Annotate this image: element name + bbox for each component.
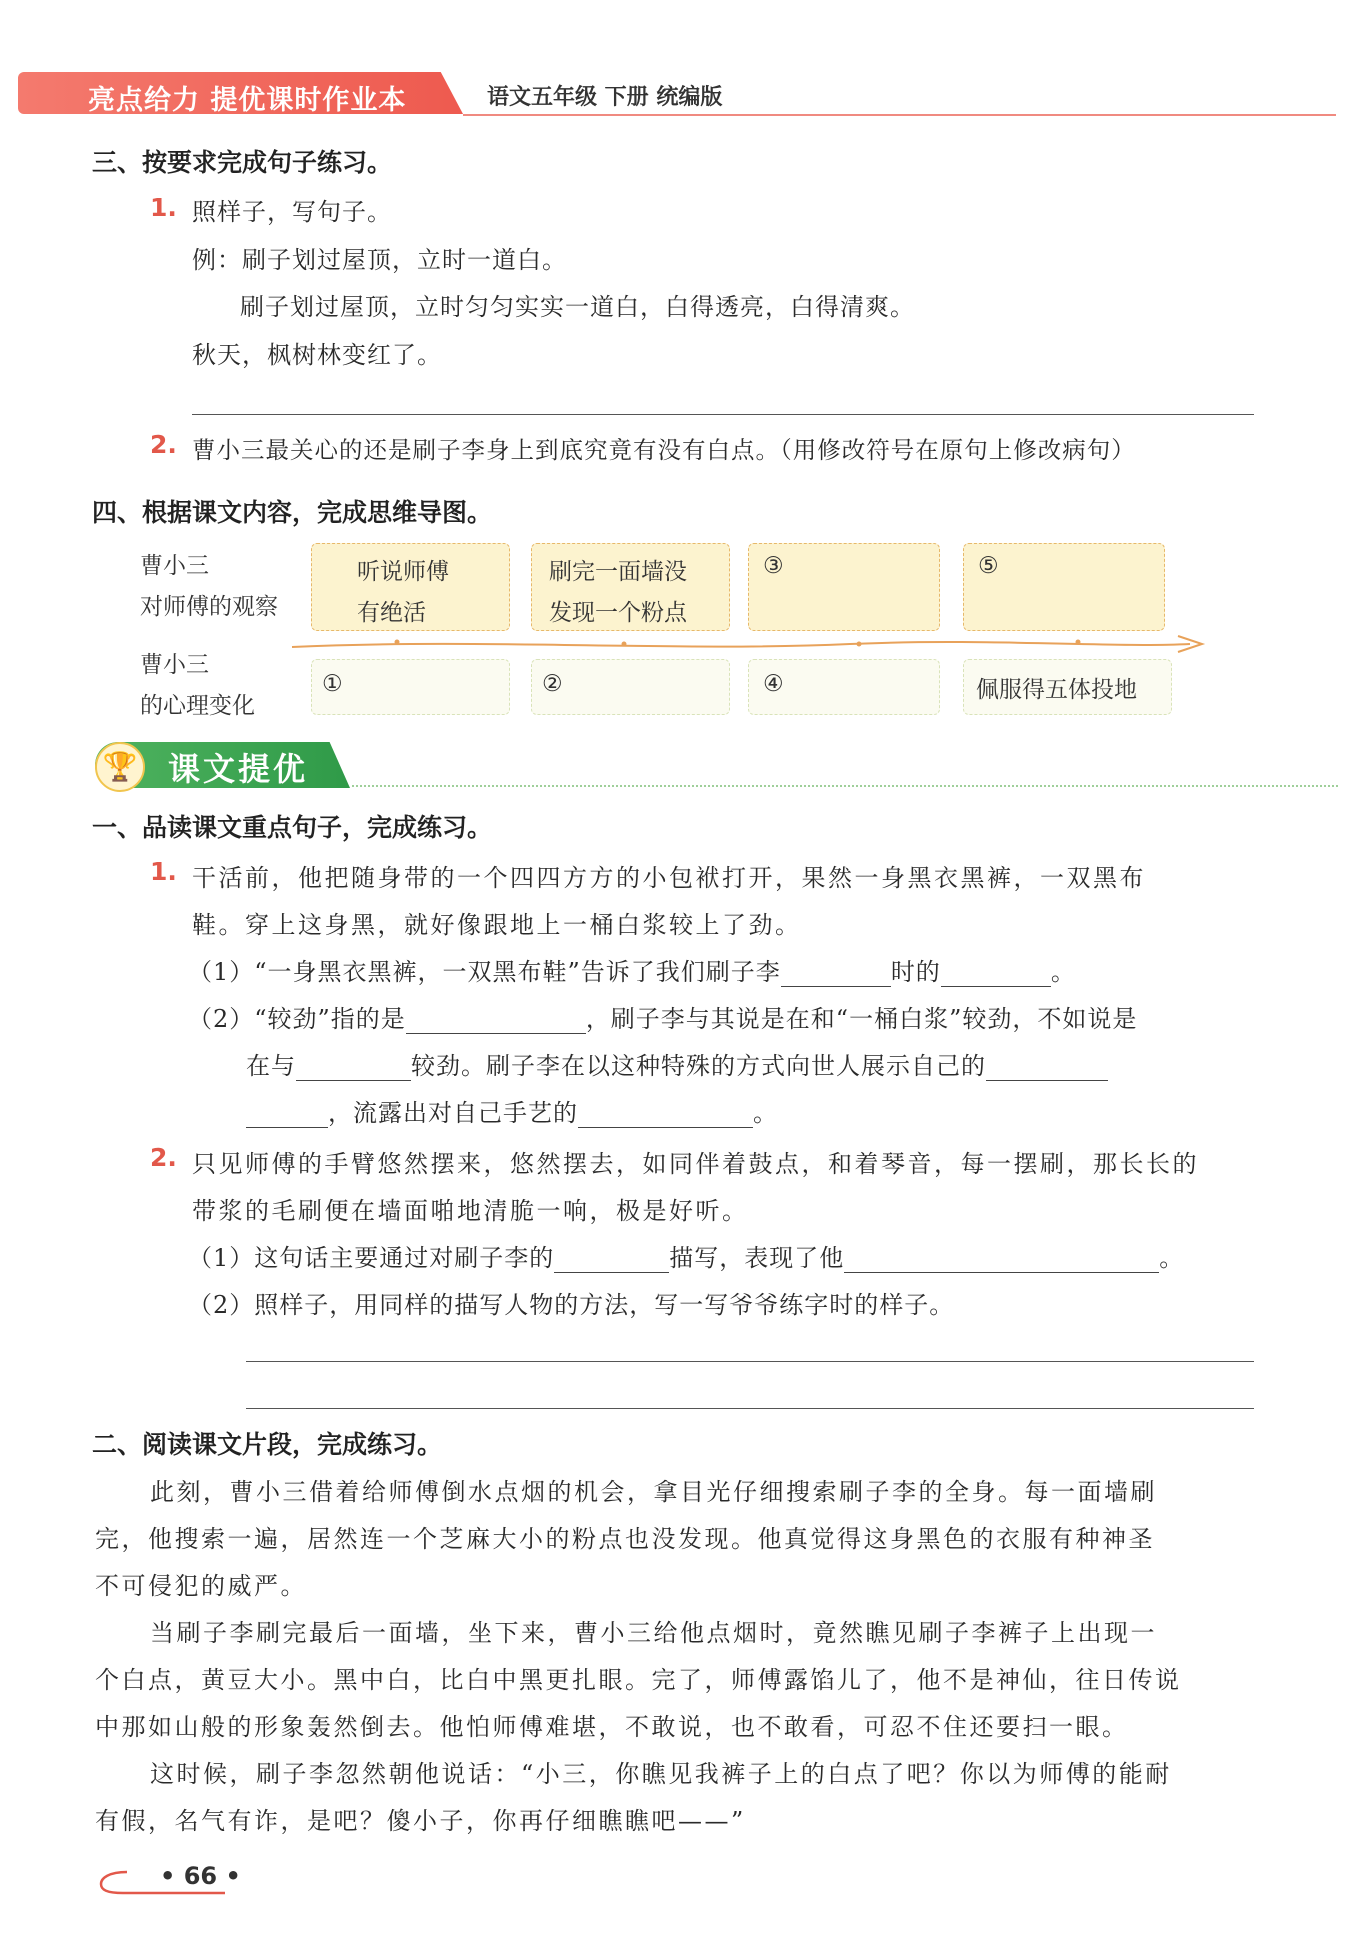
mindmap-bottom-box-2[interactable]	[531, 659, 730, 715]
box-text: 刷完一面墙没	[549, 559, 687, 585]
p1-q1-sub2-cont	[246, 1046, 1108, 1081]
p1-q2-number: 2.	[150, 1143, 177, 1172]
p1-q2-sub2: （2）照样子，用同样的描写人物的方法，写一写爷爷练字时的样子。	[188, 1291, 955, 1319]
blank[interactable]	[246, 1103, 328, 1128]
sub1-text: （1）“一身黑衣黑裤，一双黑布鞋”告诉了我们刷子李	[188, 958, 781, 986]
sub1-text: 。	[1159, 1244, 1185, 1272]
sub2-text: 在与	[246, 1052, 296, 1080]
p1-q2-line1: 只见师傅的手臂悠然摆来，悠然摆去，如同伴着鼓点，和着琴音，每一摆刷，那长长的	[192, 1150, 1199, 1178]
page-number: • 66 •	[160, 1862, 241, 1890]
mindmap-row1-label-2: 对师傅的观察	[140, 594, 278, 620]
sub1-text: 描写，表现了他	[669, 1244, 845, 1272]
p1-q1-line2: 鞋。穿上这身黑，就好像跟地上一桶白浆较上了劲。	[192, 911, 802, 939]
section3-heading: 三、按要求完成句子练习。	[92, 148, 393, 177]
q1-answer-line[interactable]	[192, 414, 1254, 415]
part2-heading: 二、阅读课文片段，完成练习。	[92, 1430, 443, 1459]
passage-p3-line1: 这时候，刷子李忽然朝他说话：“小三，你瞧见我裤子上的白点了吧？你以为师傅的能耐	[150, 1760, 1172, 1788]
mindmap-bottom-box-3[interactable]	[748, 659, 940, 715]
sub2-text: ，刷子李与其说是在和“一桶白浆”较劲，不如说是	[585, 1005, 1138, 1033]
mindmap-bottom-box-1[interactable]	[311, 659, 510, 715]
sub1-text: 。	[1050, 958, 1076, 986]
passage-p1-line3: 不可侵犯的威严。	[95, 1572, 307, 1600]
q1-example-1: 例：刷子划过屋顶，立时一道白。	[192, 246, 567, 274]
mindmap-row2-label-1: 曹小三	[140, 652, 209, 678]
passage-p2-line2: 个白点，黄豆大小。黑中白，比白中黑更扎眼。完了，师傅露馅儿了，他不是神仙，往日传说	[95, 1666, 1182, 1694]
p1-q1-number: 1.	[150, 857, 177, 886]
p1-q1-sub2-end	[246, 1093, 778, 1128]
box-number: ①	[322, 671, 343, 697]
blank[interactable]	[578, 1103, 753, 1128]
passage-p2-line1: 当刷子李刷完最后一面墙，坐下来，曹小三给他点烟时，竟然瞧见刷子李裤子上出现一	[150, 1619, 1157, 1647]
q1-example-2: 刷子划过屋顶，立时匀匀实实一道白，白得透亮，白得清爽。	[240, 293, 915, 321]
q2-number: 2.	[150, 430, 177, 459]
writing-line-1[interactable]	[246, 1361, 1254, 1362]
passage-p1-line1: 此刻，曹小三借着给师傅倒水点烟的机会，拿目光仔细搜索刷子李的全身。每一面墙刷	[150, 1478, 1157, 1506]
q2-text: 曹小三最关心的还是刷子李身上到底究竟有没有白点。（用修改符号在原句上修改病句）	[192, 436, 1136, 464]
box-number: ⑤	[978, 553, 999, 579]
mindmap-bottom-box-4	[963, 659, 1172, 715]
blank[interactable]	[781, 962, 891, 987]
blank[interactable]	[941, 962, 1051, 987]
passage-p2-line3: 中那如山般的形象轰然倒去。他怕师傅难堪，不敢说，也不敢看，可忍不住还要扫一眼。	[95, 1713, 1129, 1741]
p1-q2-sub1	[188, 1238, 1184, 1273]
mindmap-top-box-3[interactable]	[748, 543, 940, 631]
part1-heading: 一、品读课文重点句子，完成练习。	[92, 813, 493, 842]
box-number: ②	[542, 671, 563, 697]
mindmap-arrow	[290, 628, 1210, 658]
banner-title: 课文提优	[168, 750, 309, 788]
sub2-text: 较劲。刷子李在以这种特殊的方式向世人展示自己的	[411, 1052, 986, 1080]
mindmap-row2-label-2: 的心理变化	[140, 693, 255, 719]
header-title: 亮点给力 提优课时作业本	[88, 85, 407, 116]
q1-prompt: 秋天，枫树林变红了。	[192, 341, 442, 369]
q1-text: 照样子，写句子。	[192, 198, 392, 226]
passage-p3-line2: 有假，名气有诈，是吧？傻小子，你再仔细瞧瞧吧——”	[95, 1807, 746, 1835]
sub2-text: 。	[753, 1099, 778, 1127]
trophy-icon: 🏆	[95, 742, 145, 792]
box-text: 佩服得五体投地	[976, 677, 1137, 703]
mindmap-top-box-4[interactable]	[963, 543, 1165, 631]
section4-heading: 四、根据课文内容，完成思维导图。	[92, 498, 493, 527]
blank[interactable]	[986, 1056, 1108, 1081]
box-number: ③	[763, 553, 784, 579]
q1-number: 1.	[150, 193, 177, 222]
p1-q1-sub2	[188, 999, 1137, 1034]
banner-dotted-line	[352, 785, 1338, 787]
box-text: 听说师傅	[357, 559, 449, 585]
blank[interactable]	[844, 1248, 1159, 1273]
p1-q2-line2: 带浆的毛刷便在墙面啪地清脆一响，极是好听。	[192, 1197, 749, 1225]
p1-q1-sub1	[188, 952, 1076, 987]
blank[interactable]	[296, 1056, 411, 1081]
sub1-text: 时的	[890, 958, 941, 986]
writing-line-2[interactable]	[246, 1408, 1254, 1409]
mindmap-top-box-2	[531, 543, 730, 631]
sub1-text: （1）这句话主要通过对刷子李的	[188, 1244, 555, 1272]
passage-p1-line2: 完，他搜索一遍，居然连一个芝麻大小的粉点也没发现。他真觉得这身黑色的衣服有种神圣	[95, 1525, 1155, 1553]
blank[interactable]	[554, 1248, 669, 1273]
mindmap-row1-label-1: 曹小三	[140, 553, 209, 579]
box-text: 有绝活	[357, 600, 426, 626]
sub2-text: （2）“较劲”指的是	[188, 1005, 406, 1033]
header-divider	[463, 114, 1336, 116]
box-number: ④	[763, 671, 784, 697]
sub2-text: ，流露出对自己手艺的	[328, 1099, 578, 1127]
box-text: 发现一个粉点	[549, 600, 687, 626]
mindmap-top-box-1	[311, 543, 510, 631]
p1-q1-line1: 干活前，他把随身带的一个四四方方的小包袱打开，果然一身黑衣黑裤，一双黑布	[192, 864, 1146, 892]
blank[interactable]	[406, 1009, 586, 1034]
header-subtitle: 语文五年级 下册 统编版	[487, 85, 723, 110]
